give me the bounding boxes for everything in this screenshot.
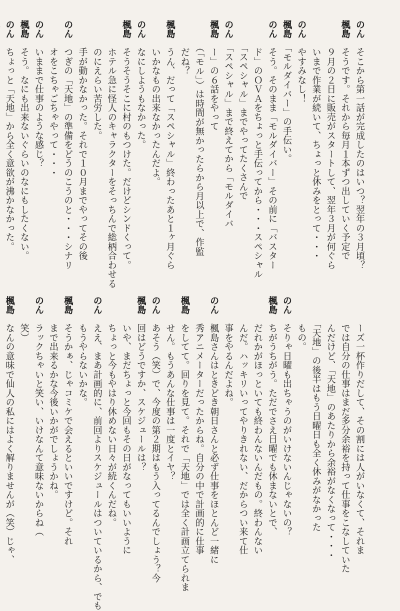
dialogue-line <box>45 20 60 282</box>
line-indent <box>18 296 28 324</box>
dialogue-line <box>249 296 264 555</box>
line-indent <box>77 296 87 324</box>
speaker-label: のん <box>3 20 14 39</box>
dialogue-line <box>162 20 177 282</box>
dialogue-text: 「スペシャル」までやってたくさんで <box>237 47 248 201</box>
speaker-label: のん <box>208 296 219 315</box>
speaker-gap <box>18 39 28 48</box>
speaker-gap <box>62 315 72 324</box>
line-indent <box>223 296 233 324</box>
dialogue-text: ちがうちがう。ただでさえ日曜でも休まないとで、 <box>266 323 277 537</box>
dialogue-line <box>278 296 293 550</box>
speaker-gap <box>208 39 218 48</box>
dialogue-text: もうやらないかな。 <box>76 323 87 407</box>
dialogue-text: いや、まだちょっと今回もその日がなってもいいように <box>120 323 131 555</box>
speaker-label: 楓島 <box>164 20 175 39</box>
dialogue-line <box>89 296 104 611</box>
dialogue-line <box>176 20 191 282</box>
speaker-gap <box>33 39 43 48</box>
dialogue-text: そうそうそこに村のもつけた。だけどシンドくって。 <box>120 47 131 270</box>
speaker-label: 楓島 <box>135 296 146 315</box>
dialogue-line <box>118 20 133 282</box>
dialogue-line <box>30 296 45 550</box>
speaker-label: のん <box>295 20 306 39</box>
speaker-gap <box>266 39 276 48</box>
speaker-gap <box>4 39 14 48</box>
line-indent <box>310 20 320 48</box>
dialogue-line <box>16 296 31 550</box>
dialogue-text: では自分の仕事はまだ多分余裕を持って仕事をこなしていた <box>339 323 350 574</box>
speaker-label: 楓島 <box>120 20 131 39</box>
speaker-gap <box>281 39 291 48</box>
speaker-label: 楓島 <box>208 20 219 39</box>
dialogue-line <box>147 296 162 583</box>
dialogue-line <box>308 296 323 550</box>
dialogue-line <box>278 20 293 282</box>
speaker-label: のん <box>354 20 364 39</box>
dialogue-line <box>1 20 16 282</box>
dialogue-text: んだ。ハッキリいってやりきれない、だからつい来て仕 <box>237 323 248 555</box>
dialogue-line <box>30 20 45 282</box>
line-indent <box>179 20 189 48</box>
dialogue-line <box>191 20 206 282</box>
speaker-gap <box>62 39 72 48</box>
speaker-gap <box>164 39 174 48</box>
speaker-gap <box>91 315 101 324</box>
dialogue-line <box>74 20 89 282</box>
line-indent <box>237 20 247 48</box>
dialogue-line <box>89 20 104 282</box>
speaker-label: 楓島 <box>281 20 292 39</box>
line-indent <box>325 20 335 48</box>
dialogue-text: （「モル」）は時間が無かったらから月以上で、作監 <box>193 47 204 257</box>
dialogue-text: 回はどうですか、スケジュールは？ <box>135 323 146 472</box>
dialogue-text: オをこちゃごちゃやって・・・ <box>47 47 58 178</box>
dialogue-text: 「スペシャル」まで終えてから「モルダイバ <box>222 47 233 229</box>
line-indent <box>121 296 131 324</box>
line-indent <box>48 20 58 48</box>
speaker-gap <box>354 39 364 48</box>
dialogue-text: だね？ <box>178 47 189 76</box>
dialogue-text: いまで作業が続いて、ちょっと休みをとって・・・ <box>310 47 321 261</box>
dialogue-line <box>235 296 250 555</box>
speaker-label: のん <box>135 20 146 39</box>
dialogue-line <box>103 20 118 289</box>
dialogue-text: つぎの「天地」の準備をどうのこうのと・・・シナリ <box>62 47 73 270</box>
dialogue-line <box>205 296 220 565</box>
dialogue-text: まで出来るかな今後いかがでしょうかね。 <box>47 323 58 500</box>
speaker-gap <box>296 39 306 48</box>
speaker-gap <box>121 39 131 48</box>
dialogue-line <box>133 20 148 282</box>
speaker-label: 楓島 <box>3 296 14 315</box>
line-indent <box>77 20 87 48</box>
dialogue-line <box>220 296 235 550</box>
dialogue-text: ラックちゃいと笑い、いけなんて意味ないからね（ <box>32 323 43 537</box>
dialogue-text: いままで仕事のような感じ？ <box>32 47 43 168</box>
dialogue-line <box>60 296 75 550</box>
dialogue-line <box>293 20 308 282</box>
dialogue-text: やすみなし！ <box>295 47 306 104</box>
speaker-label: 楓島 <box>18 20 29 39</box>
speaker-label: 楓島 <box>266 296 277 315</box>
line-indent <box>91 20 101 48</box>
dialogue-text: ９月の２日に販売がスタートして、翌年３月が何ぐら <box>324 47 335 270</box>
dialogue-line <box>133 296 148 550</box>
dialogue-text: そう。そのまま「モルダイバー」その前に「バスター <box>266 47 277 270</box>
dialogue-text: ド」のＯＶＡをちょっと手伝ってから・・・スペシャル <box>251 47 262 279</box>
speaker-gap <box>339 39 349 48</box>
line-indent <box>150 20 160 48</box>
dialogue-line <box>235 20 250 282</box>
line-indent <box>106 20 116 48</box>
line-indent <box>48 296 58 324</box>
dialogue-line <box>60 20 75 282</box>
dialogue-text: あそう（笑）で、今度の第２期はもう入ってるんでしょう？今 <box>149 323 160 583</box>
dialogue-text: そうです。それから毎月１本ずつ出していく予定で <box>339 47 350 261</box>
dialogue-text: んだけど、「天地」のあたりから余裕がなくなって・・・ <box>324 323 335 560</box>
line-indent <box>237 296 247 324</box>
dialogue-text: 「モルダイバー」の手伝い。 <box>281 47 292 164</box>
dialogue-line <box>220 20 235 282</box>
dialogue-text: ちょっと「天地」から全く意欲が沸かなかった。 <box>3 47 14 252</box>
dialogue-line <box>293 296 308 550</box>
speaker-label: 楓島 <box>62 296 73 315</box>
dialogue-text: ホテル急に怪人のキャラクターをそっちんで総柄合わせる <box>105 47 116 289</box>
speaker-gap <box>266 315 276 324</box>
dialogue-line <box>351 20 366 282</box>
dialogue-line <box>264 296 279 550</box>
dialogue-text: をしてて。回りを見て。それで「天地」では全く計画立てられま <box>178 323 189 592</box>
line-indent <box>339 296 349 324</box>
dialogue-text: ちょっと今もやはり休めない日々が続くんだね。 <box>105 323 116 528</box>
dialogue-line <box>118 296 133 555</box>
dialogue-text: 秀アニメーターだったからね。自分の中で計画的に仕事 <box>193 323 204 555</box>
dialogue-text: せん。もうあんな仕事は一度とイヤ？ <box>164 323 175 481</box>
dialogue-line <box>205 20 220 282</box>
dialogue-line <box>16 20 31 282</box>
dialogue-text: ええ、まあ計画的に、前回よりスケジュールはついているから、でも <box>91 323 102 611</box>
dialogue-line <box>249 20 264 282</box>
dialogue-line <box>103 296 118 550</box>
dialogue-text: 楓島さんはときどき朝日さんと必ず仕事をほとんど一緒に <box>208 323 219 565</box>
dialogue-line <box>308 20 323 282</box>
dialogue-text: なんの意味で仙人の私にはよく解りませんが（笑）じゃ、 <box>3 323 14 565</box>
dialogue-line <box>322 20 337 282</box>
speaker-gap <box>223 39 233 48</box>
dialogue-text: そうかぁ、じゃコミケで会えるといいですけど。それ <box>62 323 73 546</box>
text-column-bottom <box>3 296 366 611</box>
line-indent <box>325 296 335 324</box>
speaker-label: のん <box>32 20 43 39</box>
line-indent <box>310 296 320 324</box>
speaker-label: のん <box>149 296 160 315</box>
dialogue-text: のにえらい苦労した。 <box>91 47 102 141</box>
dialogue-text: そう。なにも出来ないぐらいのなにもしたくない。 <box>18 47 29 261</box>
dialogue-line <box>351 296 366 555</box>
speaker-gap <box>179 315 189 324</box>
dialogue-line <box>45 296 60 550</box>
dialogue-text: 笑） <box>18 323 29 343</box>
speaker-gap <box>150 315 160 324</box>
speaker-gap <box>135 39 145 48</box>
speaker-gap <box>4 315 14 324</box>
speaker-label: 楓島 <box>339 20 350 39</box>
dialogue-line <box>147 20 162 282</box>
speaker-label: のん <box>281 296 292 315</box>
line-indent <box>193 20 203 48</box>
dialogue-text: ーズ一杯作りだして、その割には人がいなくて、それま <box>354 323 364 555</box>
speaker-label: のん <box>266 20 277 39</box>
speaker-label: 楓島 <box>178 296 189 315</box>
dialogue-text: 事をやるんだよね。 <box>222 323 233 407</box>
text-column-top <box>3 20 366 289</box>
speaker-gap <box>33 315 43 324</box>
dialogue-text: 「天地」の後半はもう日曜日も全く休みがなかった <box>310 323 321 532</box>
dialogue-line <box>322 296 337 560</box>
dialogue-text: いかなもの出来なかったんだよ。 <box>149 47 160 187</box>
line-indent <box>252 20 262 48</box>
dialogue-line <box>1 296 16 565</box>
dialogue-text: うん、だって「スペシャル」終わったあと１ヶ月ぐら <box>164 47 175 270</box>
line-indent <box>106 296 116 324</box>
line-indent <box>296 296 306 324</box>
dialogue-text: もの。 <box>295 323 306 352</box>
line-indent <box>252 296 262 324</box>
speaker-label: のん <box>91 296 102 315</box>
speaker-label: のん <box>222 20 233 39</box>
line-indent <box>193 296 203 324</box>
dialogue-line <box>176 296 191 592</box>
speaker-label: のん <box>62 20 73 39</box>
dialogue-line <box>264 20 279 282</box>
dialogue-text: なにしようもなかった。 <box>135 47 146 150</box>
speaker-label: のん <box>32 296 43 315</box>
dialogue-line <box>74 296 89 550</box>
dialogue-line <box>337 20 352 282</box>
line-indent <box>164 296 174 324</box>
dialogue-text: そりゃ日曜も出ちゃうのがいけないんじゃないの？ <box>281 323 292 537</box>
dialogue-text: そこから第一話が完成したのはいつ？翌年の３月頃？ <box>354 47 364 270</box>
speaker-gap <box>281 315 291 324</box>
dialogue-text: ー」の６話をやって <box>208 47 219 131</box>
dialogue-line <box>162 296 177 550</box>
speaker-gap <box>135 315 145 324</box>
dialogue-line <box>0 296 1 550</box>
speaker-gap <box>208 315 218 324</box>
dialogue-line <box>191 296 206 555</box>
line-indent <box>354 296 364 324</box>
dialogue-text: 手が動かなかった。それで１０月までやってその後 <box>76 47 87 261</box>
dialogue-line <box>337 296 352 574</box>
dialogue-text: だれかがほっといても終わんないんだもの。終わんない <box>251 323 262 555</box>
